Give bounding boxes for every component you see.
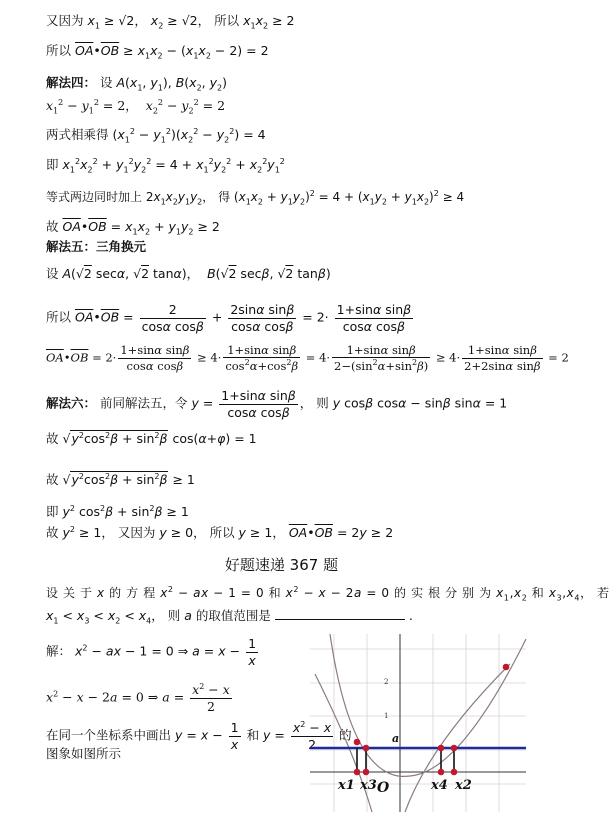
solution-line-2: $x^2 - x - 2a = 0$ ⇒ a = $\frac{x^2 - x}{2}$ <box>46 682 230 714</box>
method-4-line: 解法四： 设 $A(x_1$, $y_1$), $B(x_2$, $y_2$) <box>46 75 228 93</box>
point-x2-axis <box>451 769 458 776</box>
point-x1-axis <box>354 769 361 776</box>
tick-label-1: 1 <box>384 712 389 720</box>
problem-line-1: 设 关 于 x 的 方 程 $x^2$ − ax − 1 = 0 和 $x^2 - x - 2a = 0$ 的 实 根 分 别 为 $x_1,x_2$ 和 $x_3,x_4$， 若 <box>46 585 610 603</box>
line-16: 即 $y^2$ $\cos^2\beta + \sin^2\beta \ge 1$ <box>46 504 189 520</box>
line-10: 设 A(√2 secα, √2 tanα)， B(√2 secβ, √2 tanβ) <box>46 266 331 281</box>
answer-blank <box>275 609 405 620</box>
method-6-line: 解法六： 前同解法五，令 y = $\frac{\text{1+sinα sinβ}}{\text{cosα cosβ}}$ ， 则 y cosβ cosα − sinβ sinα = 1 <box>46 388 508 420</box>
point-x3-axis <box>363 769 370 776</box>
point-x4-top <box>438 745 445 752</box>
line-15: 故 $√y^2\cos^2\beta + \sin^2\beta \ge 1$ <box>46 472 195 488</box>
line-2: 所以 $\overline{OA}•\overline{OB} \ge x_1x_2 - (x_1x_2 - 2) = 2$ <box>46 43 269 61</box>
line-8: 故 $\overline{OA}•\overline{OB} = x_1x_2 + y_1y_2 \ge 2$ <box>46 219 220 237</box>
tick-label-2: 2 <box>384 678 389 686</box>
solution-line-4: 图象如图所示 <box>46 746 122 761</box>
label-a: a <box>392 732 400 745</box>
label-x1: x1 <box>338 778 355 793</box>
line-12: $\overline{OA}•\overline{OB} = 2\cdot$ $\frac{\text{1+sinα sinβ}}{\text{cosα cosβ}}$ ≥ 4· $\frac{\text{1+sinα sinβ}}{\cos^2\alpha+\cos^2\beta}$ = 4· $\frac{\text{1+sinα sinβ}}{2-(\sin^2\alpha+\sin^2\beta)}$ ≥ 4· $\frac{\text{1+sinα sinβ}}{\text{2+2sinα sinβ}}$ = 2 <box>46 343 569 374</box>
section-title: 好题速递 367 题 <box>224 556 339 574</box>
curve-parabola <box>330 634 526 776</box>
line-7: 等式两边同时加上 $2x_1x_2y_1y_2$， 得 $(x_1x_2 + y_1y_2)^2 = 4 + (x_1y_2 + y_1x_2)^2 \ge 4$ <box>46 189 465 207</box>
label-x3: x3 <box>360 778 377 793</box>
label-x4: x4 <box>431 778 448 793</box>
point-x2-top <box>451 745 458 752</box>
solution-line-1: 解： $x^2$ − ax − 1 = 0 ⇒ a = x − $\frac{1}{x}$ <box>46 636 257 668</box>
problem-line-2: $x_1 < x_3 < x_2 < x_4$， 则 a 的取值范围是 . <box>46 608 413 626</box>
line-1: 又因为 $x_1 \ge √2$， $x_2 \ge √2$， 所以 $x_1x_2 \ge 2$ <box>46 13 295 31</box>
point-x1 <box>354 739 361 746</box>
line-5: 两式相乘得 $(x_1^2 - y_1^2)(x_2^2 - y_2^2) = 4$ <box>46 127 266 145</box>
function-graph <box>310 634 526 812</box>
line-11: 所以 $\overline{OA}•\overline{OB}$ = $\frac{2}{\text{cosα cosβ}}$ + $\frac{\text{2sinα sinβ}}{\text{cosα cosβ}}$ = 2· $\frac{\text{1+sinα sinβ}}{\text{cosα cosβ}}$ <box>46 302 412 334</box>
line-17: 故 $y^2 \ge 1$， 又因为 y ≥ 0， 所以 y ≥ 1， $\overline{OA}•\overline{OB} = 2y \ge 2$ <box>46 525 394 541</box>
point-upper <box>503 664 510 671</box>
solution-line-3: 在同一个坐标系中画出 y = x − $\frac{1}{x}$ 和 y = $\frac{x^2 - x}{2}$ 的 <box>46 720 352 752</box>
label-x2: x2 <box>455 778 472 793</box>
method-5-heading: 解法五：三角换元 <box>46 239 147 254</box>
line-4: $x_1^2 - y_1^2 = 2$， $x_2^2 - y_2^2 = 2$ <box>46 98 226 116</box>
point-x3-top <box>363 745 370 752</box>
label-origin: O <box>377 780 390 796</box>
point-x4-axis <box>438 769 445 776</box>
line-14: 故 $√y^2\cos^2\beta + \sin^2\beta$ cos(α+φ) = 1 <box>46 431 257 447</box>
method-6-heading: 解法六： <box>46 395 97 411</box>
line-6: 即 $x_1^2x_2^2 + y_1^2y_2^2 = 4 + x_1^2y_2^2 + x_2^2y_1^2$ <box>46 157 285 175</box>
method-4-heading: 解法四： <box>46 75 97 90</box>
